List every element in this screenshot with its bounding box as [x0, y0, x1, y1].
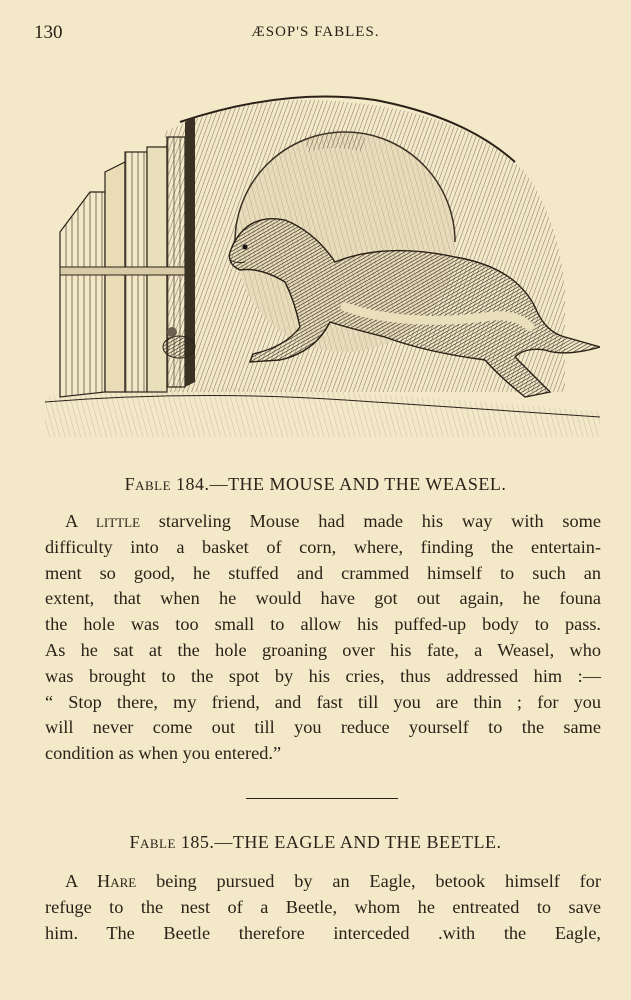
fable-185-line-2: him. The Beetle therefore interceded .with the Eagle, [45, 922, 601, 943]
page-header [34, 22, 597, 46]
fable-185-line-0: being pursued by an Eagle, betook himself for [136, 871, 602, 891]
fable-184-heading: —THE MOUSE AND THE WEASEL. [209, 474, 507, 494]
fable-184-line-2: ment so good, he stuffed and crammed himself to such an [45, 562, 601, 583]
fable-184-line-9: condition as when you entered.” [45, 743, 282, 764]
fable-184-line-7: “ Stop there, my friend, and fast till you are thin ; for you [45, 691, 601, 712]
fable-184-line-4: the hole was too small to allow his puffed-up body to pass. [45, 614, 601, 635]
mouse-weasel-engraving [45, 92, 600, 442]
fable-185-heading: —THE EAGLE AND THE BEETLE. [214, 832, 502, 852]
text-line [45, 509, 601, 535]
fable-184-body [45, 509, 601, 767]
page-number: 130 [34, 22, 63, 43]
running-title: ÆSOP'S FABLES. [251, 24, 380, 40]
fable-184-line-6: was brought to the spot by his cries, thus addressed him :— [45, 665, 601, 686]
fable-184-lead: A little [65, 511, 141, 531]
fable-185-number: Fable 185. [129, 832, 215, 852]
fable-184-line-3: extent, that when he would have got out again, he founa [45, 588, 601, 609]
fable-184-line-0: starveling Mouse had made his way with some [140, 511, 601, 531]
fable-184-line-5: As he sat at the hole groaning over his fate, a Weasel, who [45, 639, 601, 660]
text-line [45, 869, 601, 895]
section-divider [246, 798, 398, 799]
fable-185-lead: A Hare [65, 871, 137, 891]
fable-184-number: Fable 184. [124, 474, 210, 494]
fable-185-body [45, 869, 601, 946]
fable-184-line-1: difficulty into a basket of corn, where, finding the entertain- [45, 536, 601, 557]
fable-184-line-8: will never come out till you reduce yourself to the same [45, 717, 601, 738]
fable-185-line-1: refuge to the nest of a Beetle, whom he entreated to save [45, 896, 601, 917]
fable-184-title [0, 474, 631, 495]
fable-185-title [0, 832, 631, 853]
